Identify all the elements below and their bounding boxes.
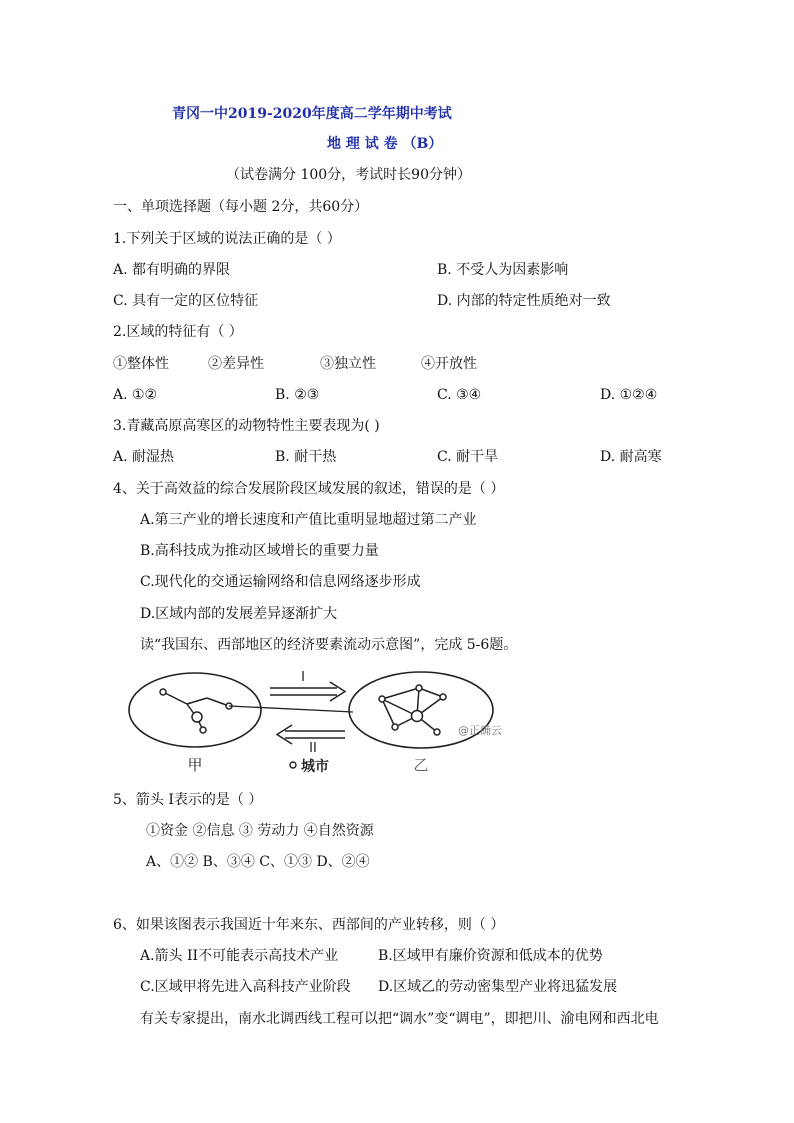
question-1-option-d[interactable]: D. 内部的特定性质绝对一致: [437, 293, 611, 309]
watermark: @正确云: [458, 724, 502, 737]
question-2-item-4: ④开放性: [421, 356, 477, 372]
connection-line: [229, 706, 353, 712]
question-1-option-c[interactable]: C. 具有一定的区位特征: [113, 293, 259, 309]
question-4-option-b[interactable]: B.高科技成为推动区域增长的重要力量: [140, 543, 379, 559]
arrow-i-label: I: [301, 670, 305, 685]
section-title: 一、单项选择题（每小题 2分，共60分）: [113, 199, 369, 215]
question-3-stem: 3.青藏高原高寒区的动物特性主要表现为( ): [113, 418, 380, 434]
city-legend-icon: [290, 762, 296, 768]
arrow-i: [270, 682, 345, 701]
subject-title: 地 理 试 卷 （B）: [327, 136, 443, 152]
question-6-option-c[interactable]: C.区域甲将先进入高科技产业阶段: [140, 979, 351, 995]
question-1-option-b[interactable]: B. 不受人为因素影响: [437, 262, 569, 278]
exam-info: （试卷满分 100分，考试时长90分钟）: [226, 167, 471, 183]
city-legend-label: 城市: [301, 759, 329, 775]
question-4-option-d[interactable]: D.区域内部的发展差异逐渐扩大: [140, 606, 338, 622]
reading-intro: 读“我国东、西部地区的经济要素流动示意图”，完成 5-6题。: [140, 637, 518, 653]
question-2-option-d[interactable]: D. ①②④: [600, 387, 658, 403]
question-2-item-2: ②差异性: [208, 356, 264, 372]
question-6-option-b[interactable]: B.区域甲有廉价资源和低成本的优势: [378, 948, 603, 964]
question-7-intro: 有关专家提出，南水北调西线工程可以把“调水”变“调电”，即把川、渝电网和西北电: [140, 1011, 659, 1027]
question-3-option-b[interactable]: B. 耐干热: [275, 449, 337, 465]
region-jia-label: 甲: [187, 756, 203, 774]
question-4-option-a[interactable]: A.第三产业的增长速度和产值比重明显地超过第二产业: [140, 512, 477, 528]
question-6-option-a[interactable]: A.箭头 II不可能表示高技术产业: [140, 948, 339, 964]
economic-flow-diagram: [125, 668, 545, 778]
arrow-ii-label: II: [309, 741, 317, 756]
exam-title: 青冈一中2019-2020年度高二学年期中考试: [172, 106, 452, 122]
question-2-item-3: ③独立性: [320, 356, 376, 372]
question-3-option-d[interactable]: D. 耐高寒: [600, 449, 662, 465]
question-1-stem: 1.下列关于区域的说法正确的是（ ）: [113, 231, 341, 247]
question-5-items: ①资金 ②信息 ③ 劳动力 ④自然资源: [146, 823, 374, 839]
question-5-options[interactable]: A、①② B、③④ C、①③ D、②④: [146, 854, 370, 870]
question-4-stem: 4、关于高效益的综合发展阶段区域发展的叙述，错误的是（ ）: [113, 481, 505, 497]
question-2-option-b[interactable]: B. ②③: [275, 387, 320, 403]
question-1-option-a[interactable]: A. 都有明确的界限: [113, 262, 231, 278]
question-5-stem: 5、箭头 I表示的是（ ）: [113, 792, 263, 808]
question-6-stem: 6、如果该图表示我国近十年来东、西部间的产业转移，则（ ）: [113, 917, 505, 933]
question-2-stem: 2.区域的特征有（ ）: [113, 324, 243, 340]
question-6-option-d[interactable]: D.区域乙的劳动密集型产业将迅猛发展: [378, 979, 618, 995]
question-2-item-1: ①整体性: [113, 356, 169, 372]
region-yi-label: 乙: [413, 756, 429, 774]
question-2-option-c[interactable]: C. ③④: [437, 387, 482, 403]
question-3-option-c[interactable]: C. 耐干旱: [437, 449, 499, 465]
city-network-yi: [379, 685, 446, 735]
question-2-option-a[interactable]: A. ①②: [113, 387, 158, 403]
city-network-jia: [160, 689, 232, 733]
region-jia-ellipse: [129, 673, 261, 747]
question-3-option-a[interactable]: A. 耐湿热: [113, 449, 175, 465]
question-4-option-c[interactable]: C.现代化的交通运输网络和信息网络逐步形成: [140, 574, 421, 590]
